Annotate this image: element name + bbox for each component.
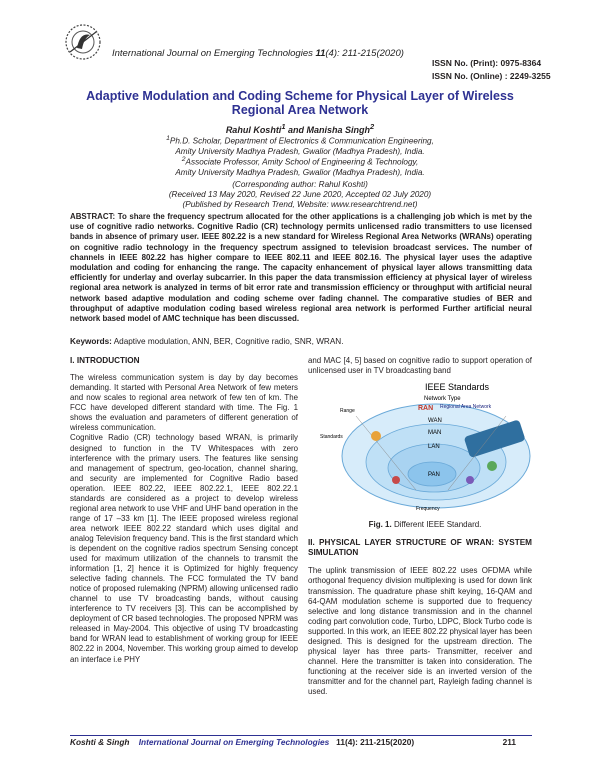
correspondence: (Corresponding author: Rahul Koshti) bbox=[232, 180, 368, 189]
figure-caption-text: Different IEEE Standard. bbox=[391, 520, 482, 529]
journal-header bbox=[112, 48, 404, 59]
figure-frequency-label: Frequency bbox=[416, 506, 440, 512]
footer-journal: International Journal on Emerging Technologies bbox=[138, 737, 330, 747]
section-2-heading: II. PHYSICAL LAYER STRUCTURE OF WRAN: SYSTEM SIMULATION bbox=[308, 538, 532, 558]
figure-range-label: Range bbox=[340, 408, 355, 414]
author-and: and bbox=[285, 125, 307, 135]
page-number: 211 bbox=[502, 737, 516, 747]
figure-lan-label: LAN bbox=[428, 444, 440, 450]
figure-caption bbox=[316, 520, 534, 529]
figure-ieee-standards bbox=[316, 380, 534, 514]
keywords-text: Adaptive modulation, ANN, BER, Cognitive radio, SNR, WRAN. bbox=[113, 337, 344, 346]
publisher-note: (Published by Research Trend, Website: www.researchtrend.net) bbox=[182, 200, 418, 209]
journal-issue-pages: (4): 211-215(2020) bbox=[325, 48, 404, 59]
figure-wan-label: WAN bbox=[428, 418, 442, 424]
figure-pan-label: PAN bbox=[428, 472, 440, 478]
author-2-sup: 2 bbox=[370, 122, 375, 131]
journal-volume: 11 bbox=[315, 48, 326, 59]
affiliation-1 bbox=[60, 134, 540, 158]
figure-caption-label: Fig. 1. bbox=[368, 520, 392, 529]
abstract-text: To share the frequency spectrum allocated for the other applications is a challenging job which is met by the use of cognitive radio networks. Cognitive Radio (CR) technology permits unlicensed radio transmitters to use licensed bands in absence of primary user. IEEE 802.22 is a new standard for Wireless Regional Area Networks (WRANs) operating on cognitive radio technology in the frequency spectrum assigned to television broadcast services. The number of channels in IEEE 802.22 has higher compare to IEEE 802.11 and IEEE 802.16. The physical layer uses the adaptive modulation and coding for enhancing the range. The capacity enhancement of physical layer allows transmitting data efficiently for underlay and overlay subcarrier. In this paper the data transmission efficiency at physical layer of wireless regional area network is analyzed in terms of bit error rate and transmission efficiency or throughput with artificial neural network based adaptive modulation and coding scheme over fading channel. The comparative studies of BER and throughput of adaptive modulation coding based wireless regional area network is performed Further artificial neural network based model of AMC technique has been discussed. bbox=[70, 212, 532, 324]
figure-ran-label: RAN bbox=[418, 405, 434, 412]
footer-authors: Koshti & Singh bbox=[70, 737, 130, 747]
section-2-paragraph-1: The uplink transmission of IEEE 802.22 uses OFDMA while orthogonal frequency division multiplexing is used for down link transmission. The quadrature phase shift keying, 16-QAM and 64-QAM modulation scheme is supported due to frequency selective and long distance transmission and in the channel coding part convolution code, Turbo, LDPC, Block Turbo code is supported. In this work, an IEEE 802.22 physical layer has been designed. This is designed for the upstream direction. The physical layer has three parts- Transmitter, receiver and channel. Here the transmitter is taken into consideration. The functioning at the receiver side is an inverted version of the transmitter and for the channel part, Rayleigh fading channel is used. bbox=[308, 566, 532, 696]
footer bbox=[70, 737, 532, 747]
figure-standards-label: Standards bbox=[320, 434, 343, 440]
affiliation-1-sup: 1 bbox=[166, 135, 170, 142]
section-1-paragraph-2: Cognitive Radio (CR) technology based WRAN, is primarily designed to function in the TV Whitespaces with zero interference with the primary users. The features like sensing and management of spectrum, geo-location, channel sharing, and security are implemented for Cognitive Radio based operation. IEEE 802.22, IEEE 802.22.1, IEEE 802.22.1 standards are considered as a project to develop wireless regional area network to use VHF and UHF band operation in the range of 17 –33 km [1]. The IEEE proposed wireless regional area network IEEE 802.22 standard which uses digital and analog Television frequency band. This is the first standard which is dependent on the cognitive radios spectrum Sensing concept used for maximum utilization of the channels to transmit the information [1, 2] hence it is Optimized for highly frequency selective fading channels. The FCC formulated the TV band notice of proposed rulemaking (NPRM) allowing unlicensed radio channel to use TV broadcasting bands, without causing interference to TV receivers [3]. This can be accomplished by deployment of CR based technologies. The proposed NPRM was released in May-2004. This objective of using TV broadcasting band for WRAN lead to establishment of working group for IEEE 802.22 in 2004, November. This working group aimed to develop an interface i.e PHY bbox=[70, 433, 298, 664]
author-1: Rahul Koshti bbox=[225, 125, 282, 135]
affiliation-1-line-1: Ph.D. Scholar, Department of Electronics & Communication Engineering, bbox=[169, 136, 434, 146]
section-1-paragraph-3: and MAC [4, 5] based on cognitive radio to support operation of unlicensed user in TV broadcasting band bbox=[308, 356, 532, 376]
footer-volume: 11 bbox=[336, 737, 345, 747]
abstract bbox=[70, 212, 532, 324]
author-1-sup: 1 bbox=[281, 122, 286, 131]
issn-print: ISSN No. (Print): 0975-8364 bbox=[432, 58, 542, 68]
figure-regional-area-network-label: Regional Area Network bbox=[440, 404, 492, 410]
abstract-label: ABSTRACT: bbox=[70, 212, 116, 221]
left-column bbox=[70, 356, 298, 665]
section-1-paragraph-1: The wireless communication system is day by day becomes demanding. It started with Personal Area Network of few meters and now scales to regional area network of few ten of km. The FCC have developed different standard with time. The Fig. 1 shows the evaluation and parameters of different generation of wireless communication. bbox=[70, 373, 298, 433]
keywords-label: Keywords: bbox=[70, 337, 112, 346]
affiliation-2-line-2: Amity University Madhya Pradesh, Gwalior (Madhya Pradesh), India. bbox=[175, 168, 425, 178]
affiliation-2-sup: 2 bbox=[181, 156, 186, 163]
figure-man-label: MAN bbox=[428, 430, 442, 436]
footer-rule bbox=[70, 735, 532, 736]
section-1-heading: I. INTRODUCTION bbox=[70, 356, 140, 365]
right-column-bottom bbox=[308, 538, 532, 697]
figure-network-type-label: Network Type bbox=[424, 396, 461, 402]
affiliation-1-line-2: Amity University Madhya Pradesh, Gwalior (Madhya Pradesh), India. bbox=[175, 147, 425, 157]
author-2: Manisha Singh bbox=[306, 125, 371, 135]
keywords bbox=[70, 337, 532, 346]
affiliation-2 bbox=[60, 155, 540, 179]
footer-issue: (4): 211-215(2020) bbox=[344, 737, 415, 747]
issn-online: ISSN No. (Online) : 2249-3255 bbox=[432, 71, 551, 81]
affiliation-2-line-1: Associate Professor, Amity School of Engineering & Technology, bbox=[185, 157, 419, 167]
journal-name: International Journal on Emerging Technologies bbox=[112, 48, 313, 59]
right-column-top bbox=[308, 356, 532, 376]
journal-logo bbox=[60, 22, 106, 62]
received-dates: (Received 13 May 2020, Revised 22 June 2020, Accepted 02 July 2020) bbox=[168, 190, 432, 199]
figure-title: IEEE Standards bbox=[425, 382, 490, 392]
paper-title: Adaptive Modulation and Coding Scheme for Physical Layer of Wireless Regional Area Network bbox=[86, 89, 514, 117]
